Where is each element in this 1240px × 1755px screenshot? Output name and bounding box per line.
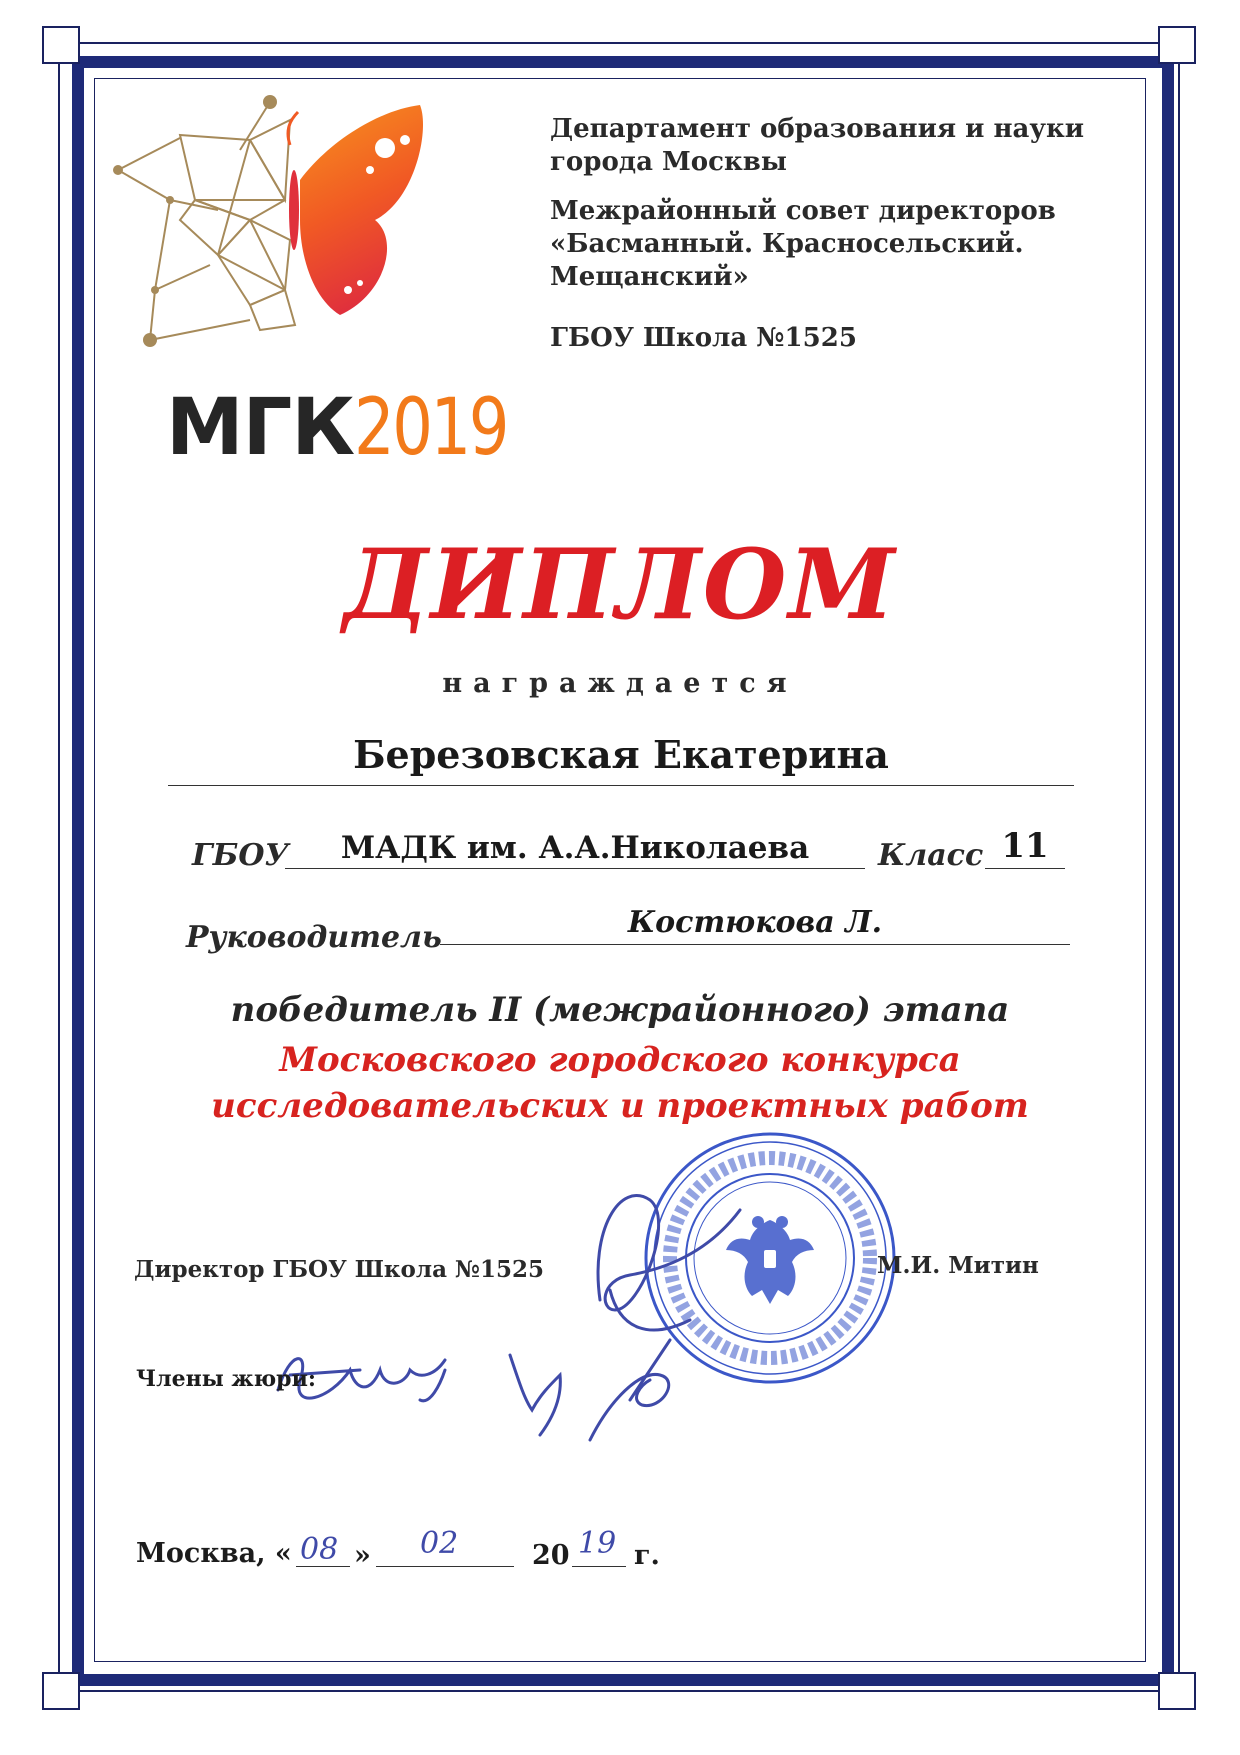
- school-label: ГБОУ: [192, 838, 289, 873]
- department-line: города Москвы: [550, 147, 787, 177]
- date-city: Москва, «: [136, 1538, 292, 1569]
- school-value: МАДК им. А.А.Николаева: [340, 830, 810, 866]
- corner-ornament: [42, 1672, 80, 1710]
- corner-ornament: [42, 26, 80, 64]
- logo-wordmark: [166, 383, 541, 473]
- date-month-underline: [376, 1566, 514, 1567]
- school-heading: ГБОУ Школа №1525: [550, 323, 857, 353]
- recipient-name: Березовская Екатерина: [168, 732, 1074, 786]
- council-line: Мещанский»: [550, 262, 749, 292]
- date-year-prefix: 20: [532, 1540, 570, 1571]
- awarded-text: награждается: [442, 668, 798, 699]
- date-year-suffix: 19: [578, 1526, 617, 1561]
- achievement-line: победитель II (межрайонного) этапа: [230, 990, 1010, 1030]
- class-label: Класс: [878, 838, 984, 873]
- achievement-line: исследовательских и проектных работ: [211, 1086, 1029, 1126]
- director-name: М.И. Митин: [877, 1252, 1039, 1279]
- council-heading: [550, 195, 1150, 294]
- date-day-underline: [296, 1566, 350, 1567]
- corner-ornament: [1158, 1672, 1196, 1710]
- corner-ornament: [1158, 26, 1196, 64]
- department-line: Департамент образования и науки: [550, 114, 1085, 144]
- leader-underline: [440, 944, 1070, 945]
- logo-name: МГК: [166, 383, 355, 473]
- class-value: 11: [1001, 826, 1049, 866]
- jury-label: Члены жюри:: [136, 1366, 317, 1392]
- date-month: 02: [420, 1526, 459, 1561]
- leader-label: Руководитель: [186, 920, 442, 955]
- butterfly-logo-icon: [100, 90, 490, 390]
- school-underline: [285, 868, 865, 869]
- council-line: «Басманный. Красносельский.: [550, 229, 1024, 259]
- date-year-end: г.: [634, 1540, 660, 1571]
- achievement-line: Московского городского конкурса: [279, 1040, 961, 1080]
- date-day: 08: [300, 1532, 339, 1567]
- department-heading: [550, 113, 1150, 179]
- date-year-underline: [572, 1566, 626, 1567]
- diploma-title: ДИПЛОМ: [343, 528, 897, 641]
- class-underline: [985, 868, 1065, 869]
- logo-year: 2019: [354, 383, 508, 473]
- council-line: Межрайонный совет директоров: [550, 196, 1056, 226]
- director-label: Директор ГБОУ Школа №1525: [134, 1256, 545, 1283]
- date-quote-close: »: [354, 1540, 371, 1571]
- leader-value: Костюкова Л.: [627, 905, 883, 940]
- handwritten-signatures-icon: [270, 1170, 830, 1470]
